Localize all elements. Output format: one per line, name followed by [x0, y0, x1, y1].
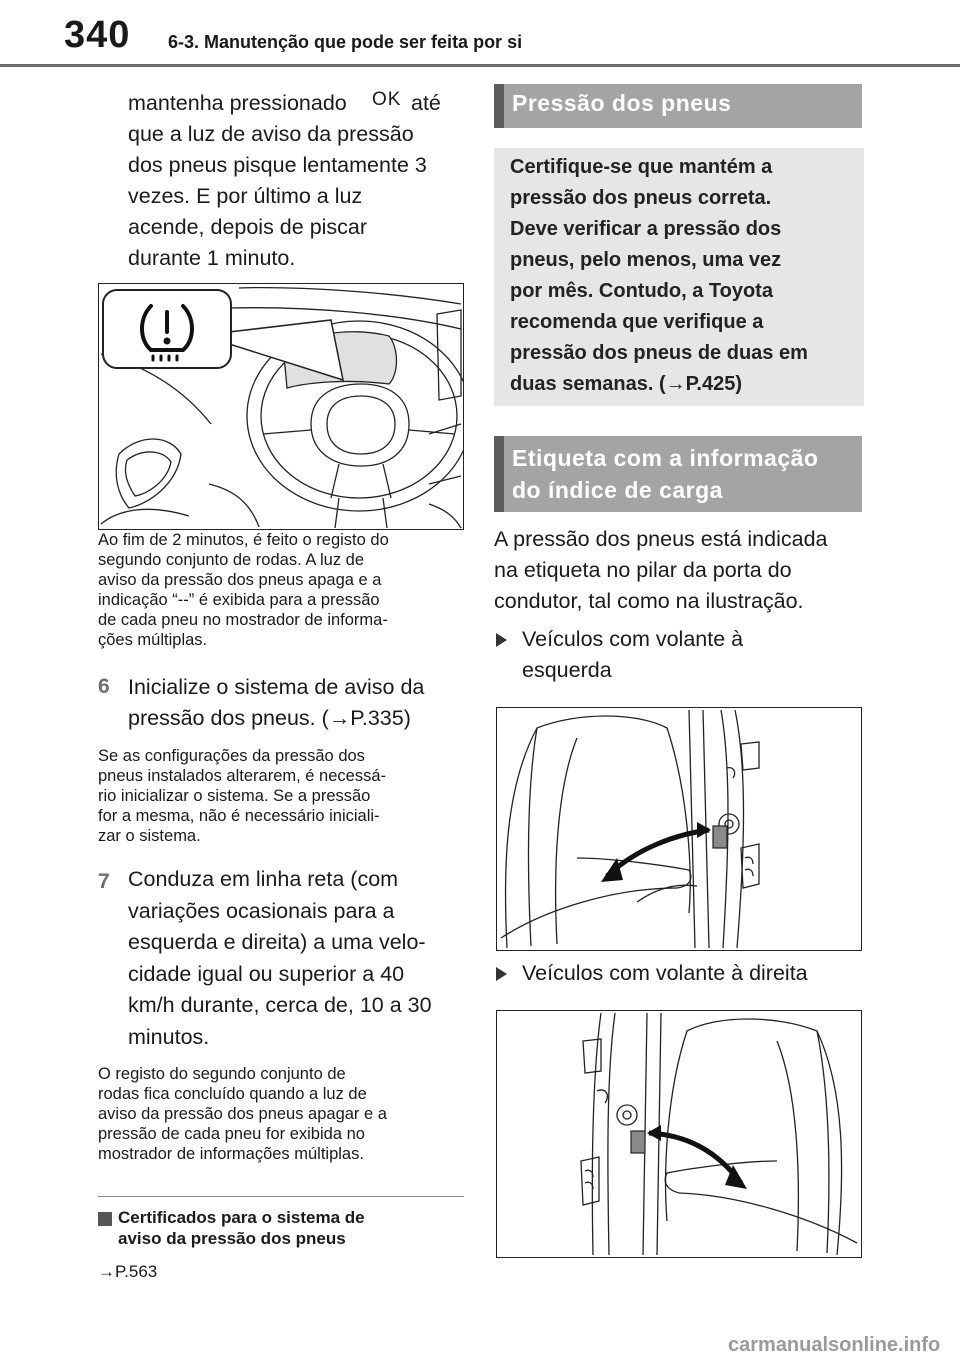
tire-info-label-marker — [713, 826, 727, 848]
tire-pressure-heading-text: Pressão dos pneus — [512, 90, 732, 116]
lhd-door-pillar-figure — [496, 707, 862, 951]
pointer-arrow — [607, 830, 709, 876]
step-6-note — [98, 746, 468, 846]
step-6-text — [128, 672, 468, 734]
note-line: rio inicializar o sistema. Se a pressão — [98, 787, 371, 805]
info-line: recomenda que verifique a — [510, 311, 764, 333]
note-line: zar o sistema. — [98, 827, 201, 845]
intro-line-1b: até — [411, 91, 441, 115]
cert-heading-line: Certificados para o sistema de — [118, 1208, 365, 1227]
load-label-heading — [494, 436, 862, 512]
load-label-heading-text — [512, 442, 818, 506]
watermark: carmanualsonline.info — [728, 1334, 941, 1356]
step-6-number: 6 — [98, 675, 110, 698]
ok-button-icon: OK — [372, 89, 402, 110]
caption-line: de cada pneu no mostrador de informa- — [98, 611, 388, 629]
rhd-door-pillar-figure — [496, 1010, 862, 1258]
tire-info-label-marker — [631, 1131, 645, 1153]
pointer-arrow — [649, 1133, 741, 1183]
info-line: por mês. Contudo, a Toyota — [510, 280, 773, 302]
rhd-label: Veículos com volante à direita — [522, 961, 808, 985]
certificates-reference: →P.563 — [98, 1262, 158, 1281]
section-title: 6-3. Manutenção que pode ser feita por si — [168, 32, 523, 52]
caption-line: ções múltiplas. — [98, 631, 208, 649]
caption-line: aviso da pressão dos pneus apaga e a — [98, 571, 382, 589]
cert-heading-line: aviso da pressão dos pneus — [118, 1229, 346, 1248]
rhd-illustration — [497, 1011, 861, 1257]
lhd-line: Veículos com volante à — [522, 627, 744, 651]
info-line: pneus, pelo menos, uma vez — [510, 249, 782, 271]
info-line: Deve verificar a pressão dos — [510, 218, 782, 240]
step-7-line: km/h durante, cerca de, 10 a 30 — [128, 993, 432, 1017]
step-7-line: variações ocasionais para a — [128, 898, 395, 923]
step-7-line: Conduza em linha reta (com — [128, 867, 399, 891]
intro-line-4: vezes. E por último a luz — [128, 184, 363, 208]
caption-line: indicação “--” é exibida para a pressão — [98, 591, 380, 609]
intro-paragraph — [128, 88, 468, 274]
step-7-line: cidade igual ou superior a 40 — [128, 961, 405, 986]
page-number: 340 — [64, 14, 131, 56]
lhd-line: esquerda — [522, 658, 612, 682]
note-line: for a mesma, não é necessário iniciali- — [98, 807, 380, 825]
figure-caption — [98, 530, 468, 650]
label-location-paragraph — [494, 524, 874, 617]
note-line: O registo do segundo conjunto de — [98, 1065, 346, 1083]
step-7-number: 7 — [98, 870, 110, 893]
step-7-note — [98, 1064, 468, 1164]
info-line: pressão dos pneus correta. — [510, 187, 772, 209]
bullet-arrow-icon — [496, 633, 507, 647]
square-bullet-icon — [98, 1212, 112, 1226]
heading-accent-bar — [494, 84, 504, 128]
note-line: Se as configurações da pressão dos — [98, 747, 365, 765]
intro-line-2: que a luz de aviso da pressão — [128, 122, 414, 146]
lhd-label — [522, 624, 852, 686]
caption-line: segundo conjunto de rodas. A luz de — [98, 551, 365, 569]
step-7-line: esquerda e direita) a uma velo- — [128, 930, 426, 954]
lhd-illustration — [497, 708, 861, 950]
info-line: duas semanas. (→P.425) — [510, 373, 742, 395]
intro-line-3: dos pneus pisque lentamente 3 — [128, 153, 427, 177]
body-line: A pressão dos pneus está indicada — [494, 527, 828, 551]
header-divider — [0, 64, 960, 67]
info-line: pressão dos pneus de duas em — [510, 342, 808, 364]
note-line: aviso da pressão dos pneus apagar e a — [98, 1105, 387, 1123]
info-box-text — [510, 152, 855, 400]
info-line: Certifique-se que mantém a — [510, 156, 773, 178]
intro-line-6: durante 1 minuto. — [128, 246, 296, 270]
body-line: na etiqueta no pilar da porta do — [494, 558, 792, 582]
note-line: pressão de cada pneu for exibida no — [98, 1125, 365, 1143]
bullet-arrow-icon — [496, 967, 507, 981]
heading-line: do índice de carga — [512, 477, 723, 503]
step-6-line: Inicialize o sistema de aviso da — [128, 675, 425, 699]
certificates-heading — [118, 1207, 468, 1249]
note-line: rodas fica concluído quando a luz de — [98, 1085, 367, 1103]
heading-line: Etiqueta com a informação — [512, 445, 819, 471]
note-line: pneus instalados alterarem, é necessá- — [98, 767, 386, 785]
caption-line: Ao fim de 2 minutos, é feito o registo do — [98, 531, 389, 549]
dashboard-figure — [98, 283, 464, 530]
section-divider — [98, 1196, 464, 1197]
step-6-line: pressão dos pneus. (→P.335) — [128, 706, 411, 730]
tire-pressure-heading — [494, 84, 862, 128]
dashboard-illustration — [99, 284, 463, 529]
intro-line-1: mantenha pressionado — [128, 91, 347, 115]
intro-line-5: acende, depois de piscar — [128, 215, 368, 239]
info-box — [494, 148, 864, 406]
heading-accent-bar — [494, 436, 504, 512]
step-7-line: minutos. — [128, 1024, 210, 1049]
note-line: mostrador de informações múltiplas. — [98, 1145, 364, 1163]
step-7-text — [128, 864, 468, 1053]
body-line: condutor, tal como na ilustração. — [494, 589, 804, 613]
